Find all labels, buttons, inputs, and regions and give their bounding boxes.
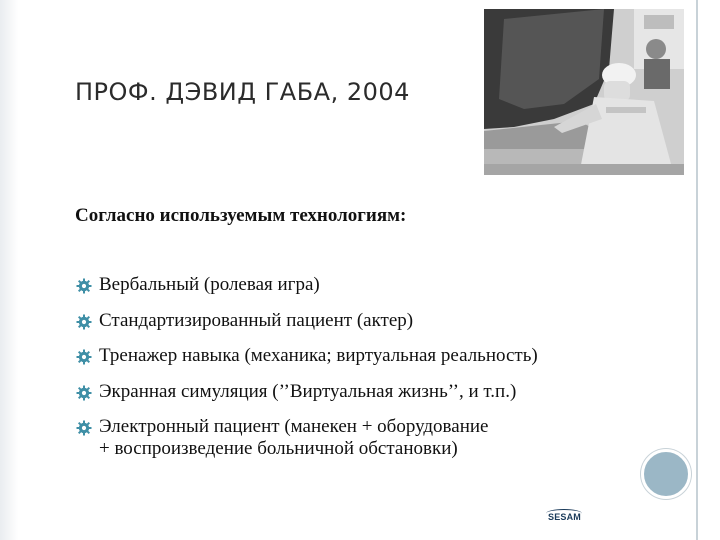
right-decor-line bbox=[696, 0, 698, 540]
corner-decor-circle bbox=[641, 449, 691, 499]
list-item bbox=[76, 416, 538, 460]
gear-icon bbox=[76, 349, 92, 365]
gear-icon bbox=[76, 278, 92, 294]
left-decor-band bbox=[0, 0, 18, 540]
bullet-text: Электронный пациент (манекен + оборудование + воспроизведение больничной обстановки) bbox=[99, 416, 489, 459]
sesam-logo bbox=[548, 512, 581, 522]
simulation-photo bbox=[484, 9, 684, 175]
bullet-text: Стандартизированный пациент (актер) bbox=[99, 309, 414, 331]
bullet-list bbox=[76, 274, 538, 474]
bullet-text: Вербальный (ролевая игра) bbox=[99, 274, 320, 295]
list-item bbox=[76, 345, 538, 367]
list-item bbox=[76, 310, 538, 332]
gear-icon bbox=[76, 385, 92, 401]
gear-icon bbox=[76, 314, 92, 330]
gear-icon bbox=[76, 420, 92, 436]
simulation-photo-art bbox=[484, 9, 684, 175]
slide-title: ПРОФ. ДЭВИД ГАБА, 2004 bbox=[75, 78, 410, 106]
list-item bbox=[76, 274, 538, 296]
bullet-text: Экранная симуляция (’’Виртуальная жизнь’’, и т.п.) bbox=[99, 380, 517, 402]
logo-text: SESAM bbox=[548, 512, 582, 522]
bullet-text: Тренажер навыка (механика; виртуальная реальность) bbox=[99, 345, 538, 366]
slide-subtitle: Согласно используемым технологиям: bbox=[75, 205, 407, 226]
list-item bbox=[76, 381, 538, 403]
logo-arc bbox=[546, 509, 582, 518]
